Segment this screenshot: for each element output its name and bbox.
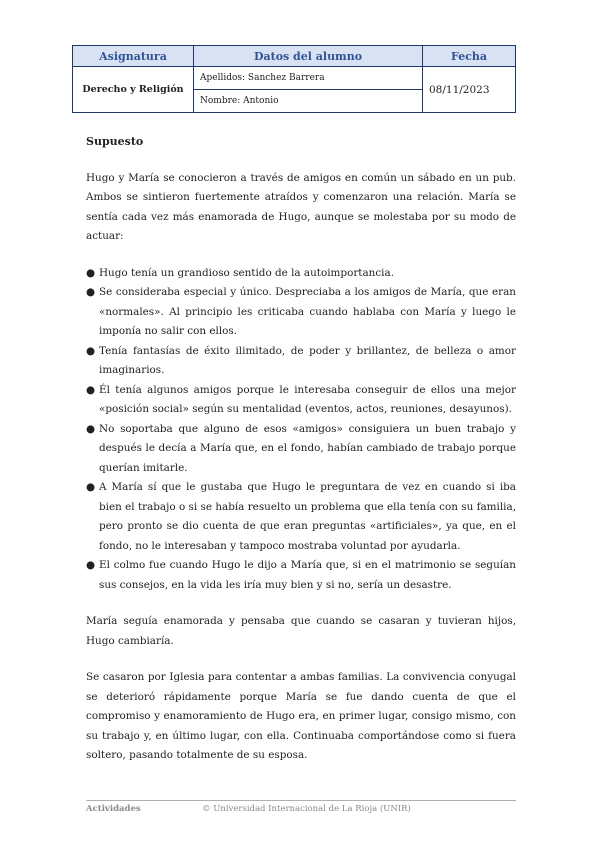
surname-value: Apellidos: Sanchez Barrera [194, 67, 423, 90]
behavior-list [86, 264, 516, 596]
data-row-1 [73, 67, 516, 90]
footer-copyright: © Universidad Internacional de La Rioja (UNIR) [202, 804, 411, 814]
header-table [72, 45, 516, 113]
list-item [86, 420, 516, 479]
header-row [73, 46, 516, 67]
bullet-icon: ● [86, 286, 96, 298]
list-item-text: El colmo fue cuando Hugo le dijo a María que, si en el matrimonio se seguían sus consejos, en la vida les iría muy bien y si no, sería un desastre. [99, 559, 516, 591]
footer-activities: Actividades [86, 804, 141, 814]
bullet-icon: ● [86, 559, 96, 571]
date-value: 08/11/2023 [423, 67, 516, 113]
student-column-header: Datos del alumno [194, 46, 423, 67]
list-item-text: A María sí que le gustaba que Hugo le preguntara de vez en cuando si iba bien el trabajo o si se había resuelto un problema que ella tenía con su familia, pero pronto se dio cuenta de que eran preguntas «artificiales», ya que, en el fondo, no le interesaban y tampoco mostraba voluntad por ayudarla. [99, 481, 516, 552]
list-item-text: Se consideraba especial y único. Despreciaba a los amigos de María, que eran «normales». Al principio les criticaba cuando hablaba con María y luego le imponía no salir con ellos. [99, 286, 516, 337]
page-footer [86, 800, 516, 814]
paragraph-3: Se casaron por Iglesia para contentar a ambas familias. La convivencia conyugal se deterioró rápidamente porque María se fue dando cuenta de que el compromiso y enamoramiento de Hugo era, en primer lugar, consigo mismo, con su trabajo y, en último lugar, con ella. Continuaba comportándose como si fuera soltero, pasando totalmente de su esposa. [86, 671, 516, 761]
subject-value: Derecho y Religión [73, 67, 194, 113]
list-item [86, 381, 516, 420]
date-column-header: Fecha [423, 46, 516, 67]
paragraph-2: María seguía enamorada y pensaba que cuando se casaran y tuvieran hijos, Hugo cambiaría. [86, 615, 516, 647]
list-item-text: Tenía fantasías de éxito ilimitado, de poder y brillantez, de belleza o amor imaginarios. [99, 344, 516, 376]
list-item [86, 264, 516, 284]
list-item [86, 478, 516, 556]
intro-paragraph: Hugo y María se conocieron a través de amigos en común un sábado en un pub. Ambos se sintieron fuertemente atraídos y comenzaron una relación. María se sentía cada vez más enamorada de Hugo, aunque se molestaba por su modo de actuar: [86, 171, 516, 242]
list-item [86, 556, 516, 595]
bullet-icon: ● [86, 422, 96, 435]
name-value: Nombre: Antonio [194, 90, 423, 113]
list-item [86, 283, 516, 342]
list-item-text: Hugo tenía un grandioso sentido de la autoimportancia. [99, 266, 394, 279]
bullet-icon: ● [86, 481, 96, 493]
list-item [86, 342, 516, 381]
subject-column-header: Asignatura [73, 46, 194, 67]
bullet-icon: ● [86, 383, 96, 396]
document-body [86, 132, 516, 783]
list-item-text: No soportaba que alguno de esos «amigos» consiguiera un buen trabajo y después le decía a María que, en el fondo, habían cambiado de trabajo porque querían imitarle. [99, 422, 516, 474]
section-title: Supuesto [86, 135, 144, 148]
bullet-icon: ● [86, 266, 96, 279]
bullet-icon: ● [86, 344, 96, 357]
list-item-text: Él tenía algunos amigos porque le interesaba conseguir de ellos una mejor «posición social» según su mentalidad (eventos, actos, reuniones, desayunos). [99, 383, 516, 415]
